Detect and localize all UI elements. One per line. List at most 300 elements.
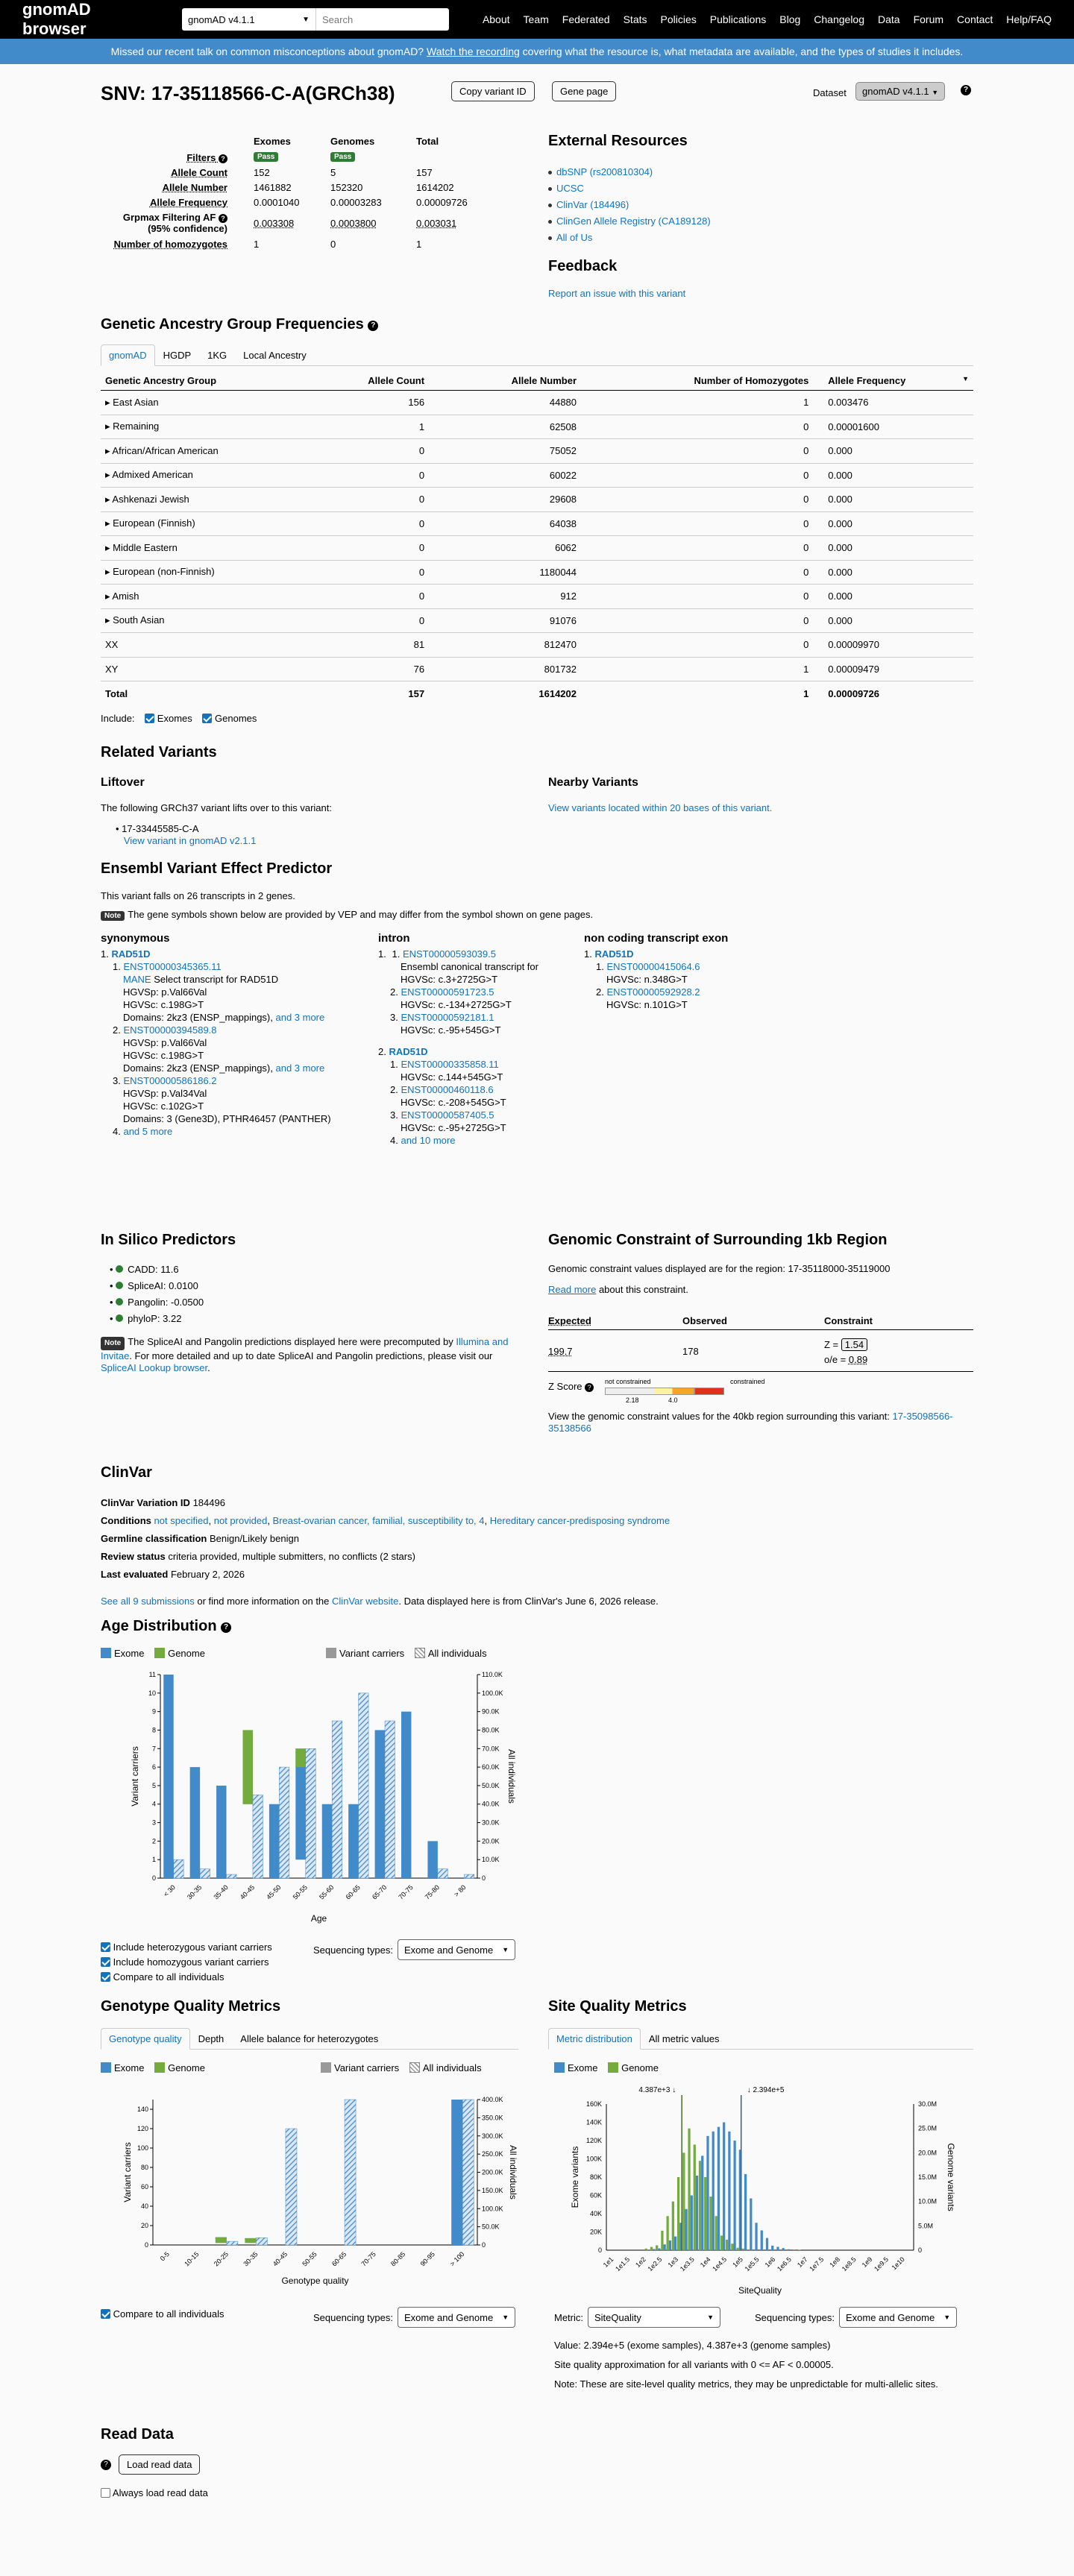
help-icon[interactable]: ? — [219, 154, 227, 163]
tab-metric-distribution[interactable]: Metric distribution — [548, 2028, 641, 2050]
help-icon[interactable]: ? — [585, 1383, 594, 1392]
exome-bar — [269, 1804, 279, 1878]
transcript-link[interactable]: ENST00000415064.6 — [606, 961, 700, 972]
th-allele-count[interactable]: Allele Count — [341, 371, 429, 391]
x-tick-label: 1e10 — [890, 2255, 906, 2272]
value-cell: 76 — [341, 657, 429, 681]
seq-types-select[interactable] — [398, 1939, 515, 1960]
col-exomes: Exomes — [254, 136, 291, 147]
vep-summary: This variant falls on 26 transcripts in 2 genes. — [101, 890, 295, 901]
nav-changelog[interactable]: Changelog — [814, 13, 865, 25]
x-tick-label: 35-40 — [212, 1883, 230, 1901]
group-name-cell[interactable]: ▸ Amish — [101, 585, 341, 609]
more-transcripts-link[interactable]: and 5 more — [123, 1126, 173, 1137]
table-row — [101, 391, 973, 415]
exome-bar — [348, 1804, 358, 1878]
x-tick-label: 75-80 — [423, 1883, 442, 1901]
tab-gnomad[interactable]: gnomAD — [101, 344, 155, 366]
insilico-note-text3: . — [207, 1362, 210, 1373]
metric-label: Metric: — [554, 2311, 583, 2323]
legend-swatch-genome — [154, 2062, 165, 2073]
table-row — [101, 560, 973, 585]
seq-types-value: Exome and Genome — [403, 2311, 494, 2323]
vep-synonymous: synonymous 1. RAD51D 1. ENST00000345365.11 MANE Select transcript for RAD51D HGVSp: p.Val66Val HGVSc: c.198G>T Domains: 2kz3 (ENSP_mappings), and 3 more 2. ENST00000394589.8 HGVSp: p.Val66Val HGVSc: c.198G>T Domains: 2kz3 (ENSP_mappings), and 3 more 3. ENST00000586186.2 HGVSp: p.Val34Val HGVSc: c.102G>T Domains: 3 (Gene3D), PTHR46457 (PANTHER) 4. and 5 more — [101, 932, 347, 1138]
nearby-title: Nearby Variants — [548, 776, 638, 789]
x-tick-label: 1e9 — [860, 2255, 874, 2269]
copy-variant-id-button[interactable]: Copy variant ID — [451, 81, 535, 101]
hom-carriers-label: Include homozygous variant carriers — [113, 1956, 269, 1968]
exome-bar — [427, 1841, 437, 1878]
y2-tick-label: 0 — [918, 2246, 923, 2254]
tab-allele-balance[interactable]: Allele balance for heterozygotes — [240, 2033, 379, 2044]
mane-link[interactable]: MANE — [123, 974, 151, 985]
value-cell: 0 — [581, 415, 813, 439]
homozygotes-label: Number of homozygotes — [113, 239, 227, 250]
group-name-cell[interactable]: ▸ Remaining — [101, 415, 341, 439]
sq-title: Site Quality Metrics — [548, 1998, 687, 2015]
seq-types-select[interactable] — [839, 2307, 957, 2328]
gq-seq-types — [313, 2307, 515, 2328]
tab-hgdp[interactable]: HGDP — [163, 350, 192, 361]
value-cell: 0.000 — [813, 439, 973, 464]
illumina-link[interactable]: Illumina and Invitae — [101, 1336, 509, 1361]
y2-tick-label: 40.0K — [482, 1800, 500, 1808]
th-allele-number[interactable]: Allele Number — [429, 371, 581, 391]
transcript-link[interactable]: ENST00000394589.8 — [123, 1024, 217, 1036]
y2-tick-label: 30.0K — [482, 1818, 500, 1827]
value-cell: 0 — [341, 488, 429, 512]
vep-noncoding-title: non coding transcript exon — [584, 932, 729, 945]
always-load-row — [101, 2487, 208, 2498]
x-tick-label: 30-35 — [242, 2250, 260, 2268]
y-tick-label: 1 — [151, 1856, 156, 1864]
hgvsp: HGVSp: p.Val34Val — [123, 1088, 207, 1099]
compare-all-checkbox[interactable] — [101, 1972, 110, 1982]
hgvsc: HGVSc: c.-134+2725G>T — [401, 999, 512, 1010]
x-tick-label: 1e9.5 — [873, 2255, 891, 2273]
condition-link[interactable]: Breast-ovarian cancer, familial, susceptibility to, 4 — [272, 1515, 485, 1526]
more-domains-link[interactable]: and 3 more — [275, 1012, 325, 1023]
transcript-link[interactable]: ENST00000592928.2 — [606, 986, 700, 998]
y-axis-label: Variant carriers — [122, 2142, 133, 2202]
table-row — [101, 511, 973, 536]
col-total: Total — [416, 136, 439, 147]
transcript-link[interactable]: ENST00000593039.5 — [402, 948, 496, 960]
clinvar-footer-post: . Data displayed here is from ClinVar's June 6, 2026 release. — [398, 1596, 659, 1607]
vep-note — [101, 909, 593, 921]
genome-marker-label: 4.387e+3 ↓ — [638, 2086, 676, 2094]
exome-marker-label: ↓ 2.394e+5 — [747, 2086, 785, 2094]
all-individuals-bar — [253, 1795, 263, 1878]
tab-genotype-quality[interactable]: Genotype quality — [101, 2028, 190, 2050]
exome-bar — [322, 1804, 332, 1878]
nav-team[interactable]: Team — [523, 13, 549, 25]
constraint-header — [548, 1314, 973, 1330]
table-row — [101, 463, 973, 488]
y2-tick-label: 5.0M — [918, 2222, 934, 2230]
nearby-link[interactable]: View variants located within 20 bases of this variant. — [548, 802, 773, 813]
transcript-link[interactable]: ENST00000592181.1 — [401, 1012, 494, 1023]
all-individuals-bar — [464, 1874, 474, 1878]
vep-gene-rad51d[interactable]: RAD51D — [389, 1046, 428, 1057]
legend-swatch-carriers — [321, 2062, 331, 2073]
transcript-link[interactable]: ENST00000335858.11 — [401, 1059, 499, 1070]
clinvar-footer-text: or find more information on the — [197, 1596, 330, 1607]
value-cell: 0.000 — [813, 585, 973, 609]
value-cell: 912 — [429, 585, 581, 609]
value-cell: 0.000 — [813, 511, 973, 536]
hgvsc: HGVSc: c.198G>T — [123, 999, 204, 1010]
x-tick-label: 1e6.5 — [775, 2255, 793, 2273]
legend-genome: Genome — [168, 2062, 205, 2073]
total-cell: 1 — [581, 681, 813, 706]
all-individuals-bar — [200, 1869, 210, 1878]
all-individuals-bar — [462, 2100, 474, 2245]
y-tick-label: 100 — [136, 2144, 148, 2152]
all-individuals-bar — [306, 1748, 315, 1878]
site-quality-chart — [548, 2077, 973, 2301]
exome-bar — [653, 2249, 655, 2250]
germline-label: Germline classification — [101, 1533, 207, 1544]
all-individuals-bar — [174, 1859, 183, 1878]
x-tick-label: 45-50 — [265, 1883, 283, 1901]
exome-bar — [664, 2244, 666, 2250]
exome-bar — [647, 2249, 650, 2250]
hom-carriers-checkbox[interactable] — [101, 1957, 110, 1967]
exome-bar — [163, 1675, 173, 1878]
y-tick-label: 11 — [148, 1671, 156, 1678]
condition-link[interactable]: Hereditary cancer-predisposing syndrome — [489, 1515, 671, 1526]
tab-all-metric-values[interactable]: All metric values — [648, 2033, 720, 2044]
legend-all: All individuals — [422, 2062, 482, 2073]
more-domains-link[interactable]: and 3 more — [275, 1062, 325, 1074]
dbsnp-link[interactable]: dbSNP (rs200810304) — [556, 166, 653, 177]
always-load-label: Always load read data — [112, 2487, 208, 2498]
y2-tick-label: 200.0K — [482, 2168, 503, 2176]
exome-bar — [766, 2238, 768, 2250]
help-icon[interactable]: ? — [961, 85, 971, 95]
tab-1kg[interactable]: 1KG — [207, 350, 227, 361]
nav-links — [469, 13, 1052, 25]
exome-bar — [696, 2176, 698, 2250]
condition-link[interactable]: not specified — [154, 1515, 209, 1526]
constrained-label: constrained — [730, 1378, 765, 1385]
load-read-data-button[interactable]: Load read data — [119, 2454, 200, 2475]
gq-compare-checkbox[interactable] — [101, 2309, 110, 2319]
vep-noncoding: non coding transcript exon 1. RAD51D 1. ENST00000415064.6 HGVSc: n.348G>T 2. ENST00000592928.2 HGVSc: n.101G>T — [584, 932, 808, 1011]
exome-bar — [701, 2155, 703, 2250]
readdata-row — [101, 2454, 200, 2475]
age-title-text: Age Distribution — [101, 1618, 217, 1634]
y2-tick-label: 300.0K — [482, 2132, 503, 2140]
exome-bar — [674, 2237, 676, 2250]
y-tick-label: 100K — [585, 2155, 602, 2163]
y-tick-label: 60K — [589, 2191, 602, 2199]
genome-bar — [295, 1748, 305, 1767]
include-genomes-checkbox[interactable] — [202, 714, 212, 723]
value-cell: 64038 — [429, 511, 581, 536]
dataset-selector[interactable] — [182, 8, 316, 31]
filters-label — [101, 152, 227, 163]
allofus-link[interactable]: All of Us — [556, 232, 593, 243]
external-resources-title: External Resources — [548, 133, 688, 149]
allele-number-exomes: 1461882 — [254, 182, 292, 193]
value-cell: 0.000 — [813, 488, 973, 512]
x-tick-label: 70-75 — [359, 2250, 377, 2268]
y2-tick-label: 350.0K — [482, 2114, 503, 2122]
age-title — [101, 1618, 231, 1635]
genome-bar — [688, 2129, 690, 2250]
ucsc-link[interactable]: UCSC — [556, 183, 584, 194]
y-tick-label: 140K — [585, 2118, 602, 2126]
nav-federated[interactable]: Federated — [562, 13, 610, 25]
clinvar-link[interactable]: ClinVar (184496) — [556, 199, 629, 210]
allele-count-total: 157 — [416, 167, 433, 178]
grpmax-total: 0.003031 — [416, 218, 457, 229]
genome-bar — [709, 2196, 712, 2250]
exome-bar — [782, 2248, 785, 2250]
clingen-link[interactable]: ClinGen Allele Registry (CA189128) — [556, 215, 711, 227]
announcement-banner — [0, 39, 1074, 64]
review-label: Review status — [101, 1551, 166, 1562]
x-tick-label: 1e5 — [731, 2255, 744, 2269]
banner-link[interactable]: Watch the recording — [427, 45, 520, 57]
exome-bar — [761, 2230, 763, 2250]
grpmax-label-text: Grpmax Filtering AF — [122, 212, 216, 223]
nav-data[interactable]: Data — [878, 13, 900, 25]
banner-text-post: covering what the resource is, what metadata are available, and the types of studies it includes. — [522, 45, 964, 57]
dataset-select[interactable] — [855, 82, 945, 101]
allele-count-exomes: 152 — [254, 167, 270, 178]
y-tick-label: 3 — [151, 1818, 156, 1827]
constraint-view — [548, 1411, 966, 1435]
tab-depth[interactable]: Depth — [198, 2033, 224, 2044]
het-carriers-checkbox[interactable] — [101, 1942, 110, 1952]
filters-label-text: Filters — [186, 152, 216, 163]
group-name-cell[interactable]: ▸ European (Finnish) — [101, 511, 341, 536]
value-cell: 1180044 — [429, 560, 581, 585]
y2-tick-label: 400.0K — [482, 2096, 503, 2103]
include-exomes-checkbox[interactable] — [145, 714, 154, 723]
value-cell: 0 — [581, 633, 813, 658]
dataset-label: Dataset — [813, 87, 847, 98]
genome-bar — [650, 2247, 653, 2250]
allele-count-label: Allele Count — [171, 167, 227, 178]
group-name-cell[interactable]: ▸ Ashkenazi Jewish — [101, 488, 341, 512]
group-name-cell[interactable]: ▸ European (non-Finnish) — [101, 560, 341, 585]
genome-bar — [742, 2249, 744, 2250]
vep-gene-rad51d[interactable]: RAD51D — [111, 948, 151, 960]
group-name-cell[interactable]: ▸ South Asian — [101, 608, 341, 633]
help-icon[interactable]: ? — [101, 2460, 111, 2470]
transcript-link[interactable]: ENST00000345365.11 — [123, 961, 222, 972]
report-issue-link[interactable]: Report an issue with this variant — [548, 288, 686, 299]
value-cell: 0 — [341, 511, 429, 536]
age-distribution-chart — [101, 1667, 518, 1936]
x-tick-label: 1e7.5 — [808, 2255, 826, 2273]
allele-frequency-genomes: 0.00003283 — [330, 197, 382, 208]
grpmax-genomes: 0.0003800 — [330, 218, 377, 229]
seq-types-select[interactable] — [398, 2307, 515, 2328]
legend-genome: Genome — [168, 1648, 205, 1659]
constraint-title: Genomic Constraint of Surrounding 1kb Region — [548, 1232, 888, 1248]
review-value: criteria provided, multiple submitters, no conflicts (2 stars) — [168, 1551, 415, 1562]
nav-stats[interactable]: Stats — [623, 13, 647, 25]
y-tick-label: 6 — [151, 1763, 156, 1772]
chevron-down-icon: ▼ — [932, 89, 939, 96]
value-cell: 0 — [341, 439, 429, 464]
th-allele-frequency[interactable] — [813, 371, 973, 391]
conditions-label: Conditions — [101, 1515, 151, 1526]
value-cell: 0 — [581, 463, 813, 488]
grpmax-exomes: 0.003308 — [254, 218, 295, 229]
all-submissions-link[interactable]: See all 9 submissions — [101, 1596, 195, 1607]
seq-types-value: Exome and Genome — [403, 1944, 494, 1956]
filter-badge-exomes: Pass — [254, 152, 278, 162]
y-tick-label: 160K — [585, 2100, 602, 2108]
help-icon[interactable]: ? — [219, 214, 227, 223]
th-homozygotes[interactable]: Number of Homozygotes — [581, 371, 813, 391]
help-icon[interactable]: ? — [221, 1622, 231, 1633]
gene-page-button[interactable]: Gene page — [552, 81, 616, 101]
value-cell: 0 — [581, 560, 813, 585]
nav-publications[interactable]: Publications — [709, 13, 767, 25]
value-cell: 0 — [341, 608, 429, 633]
table-row — [101, 633, 973, 658]
group-name-cell[interactable]: ▸ Admixed American — [101, 463, 341, 488]
transcript-link[interactable]: ENST00000587405.5 — [401, 1109, 494, 1121]
exome-bar — [733, 2141, 735, 2250]
x-tick-label: 1e8 — [828, 2255, 842, 2269]
y2-tick-label: 50.0K — [482, 1781, 500, 1789]
grpmax-label-sub: (95% confidence) — [148, 223, 227, 234]
value-cell: 0 — [581, 439, 813, 464]
logo[interactable]: gnomAD browser — [22, 0, 91, 38]
seq-types-label: Sequencing types: — [313, 1944, 393, 1956]
dataset-select-value: gnomAD v4.1.1 — [862, 86, 929, 97]
y2-tick-label: 50.0K — [482, 2223, 500, 2231]
transcript-link[interactable]: ENST00000591723.5 — [401, 986, 494, 998]
all-individuals-bar — [227, 1874, 236, 1878]
exome-bar — [706, 2136, 709, 2250]
group-name-cell[interactable]: ▸ East Asian — [101, 391, 341, 415]
chevron-down-icon: ▼ — [502, 1946, 509, 1953]
all-individuals-bar — [286, 2129, 297, 2245]
spliceai-lookup-link[interactable]: SpliceAI Lookup browser — [101, 1362, 208, 1373]
nav-policies[interactable]: Policies — [660, 13, 697, 25]
all-individuals-bar — [385, 1721, 395, 1878]
y-tick-label: 0 — [151, 1874, 156, 1882]
ancestry-title-text: Genetic Ancestry Group Frequencies — [101, 316, 364, 333]
zscore-tick-2: 4.0 — [668, 1396, 678, 1404]
x-tick-label: 1e3 — [666, 2255, 680, 2269]
legend-swatch-exome — [554, 2062, 565, 2073]
genome-bar — [726, 2240, 728, 2250]
value-cell: 0.00009970 — [813, 633, 973, 658]
condition-link[interactable]: not provided — [213, 1515, 268, 1526]
y2-tick-label: 60.0K — [482, 1763, 500, 1772]
value-cell: 1 — [581, 391, 813, 415]
metric-select[interactable] — [588, 2307, 720, 2328]
sq-value-text: Value: 2.394e+5 (exome samples), 4.387e+3 (genome samples) — [554, 2340, 831, 2351]
x-tick-label: 1e5.5 — [743, 2255, 761, 2273]
exome-bar — [717, 2127, 720, 2250]
legend-carriers: Variant carriers — [334, 2062, 400, 2073]
x-tick-label: 65-70 — [370, 1883, 389, 1901]
th-allele-frequency-text: Allele Frequency — [828, 375, 906, 386]
hgvsc: HGVSc: c.-208+545G>T — [401, 1097, 506, 1108]
value-cell: 60022 — [429, 463, 581, 488]
phylop-value: phyloP: 3.22 — [128, 1313, 182, 1324]
y2-tick-label: 25.0M — [918, 2124, 938, 2132]
nav-help[interactable]: Help/FAQ — [1006, 13, 1052, 25]
value-cell: 0 — [581, 536, 813, 561]
exome-bar — [744, 2174, 747, 2250]
hgvsc: HGVSc: c.3+2725G>T — [401, 974, 498, 985]
readmore-link[interactable]: Read more — [548, 1284, 597, 1295]
hgvsc: HGVSc: c.102G>T — [123, 1100, 204, 1112]
y2-tick-label: 30.0M — [918, 2100, 938, 2108]
age-legend — [101, 1648, 503, 1659]
x-tick-label: 1e2.5 — [646, 2255, 664, 2273]
y2-tick-label: 20.0M — [918, 2149, 938, 2157]
nav-blog[interactable]: Blog — [779, 13, 801, 25]
transcript-link[interactable]: ENST00000460118.6 — [401, 1084, 494, 1095]
legend-swatch-genome — [154, 1648, 165, 1658]
y-tick-label: 80K — [589, 2173, 602, 2181]
search-input[interactable] — [316, 8, 449, 31]
y-tick-label: 140 — [136, 2106, 148, 2113]
liftover-link[interactable]: View variant in gnomAD v2.1.1 — [123, 835, 257, 846]
exome-bar — [728, 2132, 730, 2250]
nav-contact[interactable]: Contact — [957, 13, 993, 25]
nav-forum[interactable]: Forum — [913, 13, 944, 25]
insilico-title: In Silico Predictors — [101, 1232, 236, 1248]
th-group[interactable]: Genetic Ancestry Group — [101, 371, 341, 391]
hgvsc: HGVSc: c.-95+545G>T — [401, 1024, 501, 1036]
total-cell: 1614202 — [429, 681, 581, 706]
legend-all: All individuals — [427, 1648, 487, 1659]
hgvsc: HGVSc: n.101G>T — [606, 999, 688, 1010]
exome-bar — [771, 2246, 773, 2250]
group-name-cell[interactable]: ▸ African/African American — [101, 439, 341, 464]
y2-tick-label: 100.0K — [482, 1689, 503, 1697]
oe-value-row — [824, 1354, 867, 1365]
group-name-cell[interactable]: ▸ Middle Eastern — [101, 536, 341, 561]
clinvar-title: ClinVar — [101, 1464, 152, 1481]
genome-bar — [243, 1730, 253, 1804]
include-row — [101, 713, 257, 724]
ancestry-tabs — [101, 344, 973, 366]
y2-tick-label: 0 — [482, 2241, 486, 2249]
y-tick-label: 0 — [597, 2246, 602, 2254]
y-axis-label: Variant carriers — [130, 1746, 140, 1807]
allele-frequency-label: Allele Frequency — [149, 197, 227, 208]
nav-about[interactable]: About — [482, 13, 510, 25]
tab-local-ancestry[interactable]: Local Ancestry — [243, 350, 307, 361]
value-cell: 812470 — [429, 633, 581, 658]
y-axis-label: Exome variants — [570, 2146, 580, 2208]
transcript-link[interactable]: ENST00000586186.2 — [123, 1075, 217, 1086]
hgvsc: HGVSc: c.198G>T — [123, 1050, 204, 1061]
clinvar-website-link[interactable]: ClinVar website — [332, 1596, 399, 1607]
help-icon[interactable]: ? — [368, 321, 378, 331]
more-transcripts-link[interactable]: and 10 more — [401, 1135, 456, 1146]
constraint-region-link[interactable]: 17-35098566-35138566 — [548, 1411, 953, 1434]
always-load-checkbox[interactable] — [101, 2488, 110, 2498]
vep-gene-rad51d[interactable]: RAD51D — [594, 948, 634, 960]
domains: Domains: 3 (Gene3D), PTHR46457 (PANTHER) — [123, 1113, 331, 1124]
